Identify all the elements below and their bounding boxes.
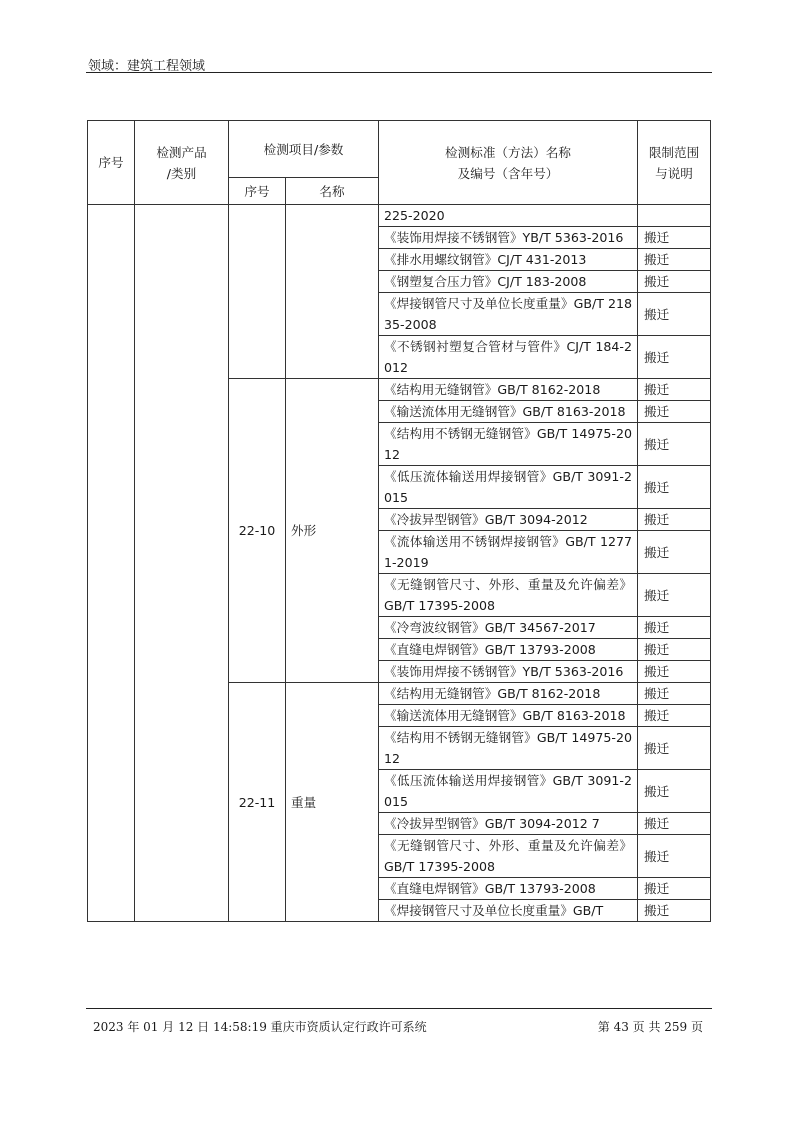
item-name-cell: 外形 <box>286 379 379 683</box>
standard-cell: 225-2020 <box>379 205 638 227</box>
standard-cell: 《不锈钢衬塑复合管材与管件》CJ/T 184-2012 <box>379 336 638 379</box>
limit-cell: 搬迁 <box>638 727 711 770</box>
standard-cell: 《结构用不锈钢无缝钢管》GB/T 14975-2012 <box>379 727 638 770</box>
limit-cell: 搬迁 <box>638 835 711 878</box>
footer-timestamp: 2023 年 01 月 12 日 14:58:19 重庆市资质认定行政许可系统 <box>93 1020 427 1034</box>
limit-cell: 搬迁 <box>638 401 711 423</box>
limit-cell: 搬迁 <box>638 509 711 531</box>
col-product-header: 检测产品 /类别 <box>135 121 229 205</box>
col-item-group-header: 检测项目/参数 <box>229 121 379 178</box>
limit-cell: 搬迁 <box>638 813 711 835</box>
limit-cell: 搬迁 <box>638 661 711 683</box>
standard-cell: 《结构用无缝钢管》GB/T 8162-2018 <box>379 379 638 401</box>
limit-cell: 搬迁 <box>638 293 711 336</box>
item-seq-cell <box>229 205 286 379</box>
limit-cell: 搬迁 <box>638 336 711 379</box>
limit-cell: 搬迁 <box>638 227 711 249</box>
limit-cell: 搬迁 <box>638 683 711 705</box>
standard-cell: 《钢塑复合压力管》CJ/T 183-2008 <box>379 271 638 293</box>
footer-rule <box>86 1008 712 1009</box>
limit-cell: 搬迁 <box>638 705 711 727</box>
limit-cell: 搬迁 <box>638 770 711 813</box>
limit-cell: 搬迁 <box>638 617 711 639</box>
standard-cell: 《排水用螺纹钢管》CJ/T 431-2013 <box>379 249 638 271</box>
table-body <box>88 205 711 922</box>
product-seq-cell <box>88 205 135 922</box>
standard-cell: 《直缝电焊钢管》GB/T 13793-2008 <box>379 639 638 661</box>
limit-cell: 搬迁 <box>638 466 711 509</box>
standard-cell: 《低压流体输送用焊接钢管》GB/T 3091-2015 <box>379 770 638 813</box>
standard-cell: 《装饰用焊接不锈钢管》YB/T 5363-2016 <box>379 661 638 683</box>
limit-cell <box>638 205 711 227</box>
limit-cell: 搬迁 <box>638 900 711 922</box>
standard-cell: 《输送流体用无缝钢管》GB/T 8163-2018 <box>379 705 638 727</box>
standard-cell: 《结构用不锈钢无缝钢管》GB/T 14975-2012 <box>379 423 638 466</box>
col-seq-header: 序号 <box>88 121 135 205</box>
standard-cell: 《焊接钢管尺寸及单位长度重量》GB/T 21835-2008 <box>379 293 638 336</box>
standard-cell: 《装饰用焊接不锈钢管》YB/T 5363-2016 <box>379 227 638 249</box>
standard-cell: 《冷弯波纹钢管》GB/T 34567-2017 <box>379 617 638 639</box>
limit-cell: 搬迁 <box>638 878 711 900</box>
table-row <box>88 205 711 227</box>
standard-cell: 《无缝钢管尺寸、外形、重量及允许偏差》GB/T 17395-2008 <box>379 835 638 878</box>
standards-table <box>87 120 711 922</box>
standard-cell: 《流体输送用不锈钢焊接钢管》GB/T 12771-2019 <box>379 531 638 574</box>
standard-cell: 《直缝电焊钢管》GB/T 13793-2008 <box>379 878 638 900</box>
limit-cell: 搬迁 <box>638 574 711 617</box>
standard-cell: 《结构用无缝钢管》GB/T 8162-2018 <box>379 683 638 705</box>
standard-cell: 《焊接钢管尺寸及单位长度重量》GB/T <box>379 900 638 922</box>
standard-cell: 《低压流体输送用焊接钢管》GB/T 3091-2015 <box>379 466 638 509</box>
footer-pagination: 第 43 页 共 259 页 <box>597 1020 703 1034</box>
col-item-seq-header: 序号 <box>229 178 286 205</box>
standard-cell: 《输送流体用无缝钢管》GB/T 8163-2018 <box>379 401 638 423</box>
limit-cell: 搬迁 <box>638 379 711 401</box>
limit-cell: 搬迁 <box>638 423 711 466</box>
col-standard-header: 检测标准（方法）名称 及编号（含年号） <box>379 121 638 205</box>
item-name-cell <box>286 205 379 379</box>
col-limit-header: 限制范围 与说明 <box>638 121 711 205</box>
item-name-cell: 重量 <box>286 683 379 922</box>
item-seq-cell: 22-10 <box>229 379 286 683</box>
col-item-name-header: 名称 <box>286 178 379 205</box>
standard-cell: 《冷拔异型钢管》GB/T 3094-2012 <box>379 509 638 531</box>
item-seq-cell: 22-11 <box>229 683 286 922</box>
limit-cell: 搬迁 <box>638 249 711 271</box>
domain-header: 领域：建筑工程领域 <box>88 59 206 74</box>
limit-cell: 搬迁 <box>638 271 711 293</box>
limit-cell: 搬迁 <box>638 531 711 574</box>
standard-cell: 《无缝钢管尺寸、外形、重量及允许偏差》GB/T 17395-2008 <box>379 574 638 617</box>
product-category-cell <box>135 205 229 922</box>
header-rule <box>86 72 712 73</box>
limit-cell: 搬迁 <box>638 639 711 661</box>
standard-cell: 《冷拔异型钢管》GB/T 3094-2012 7 <box>379 813 638 835</box>
